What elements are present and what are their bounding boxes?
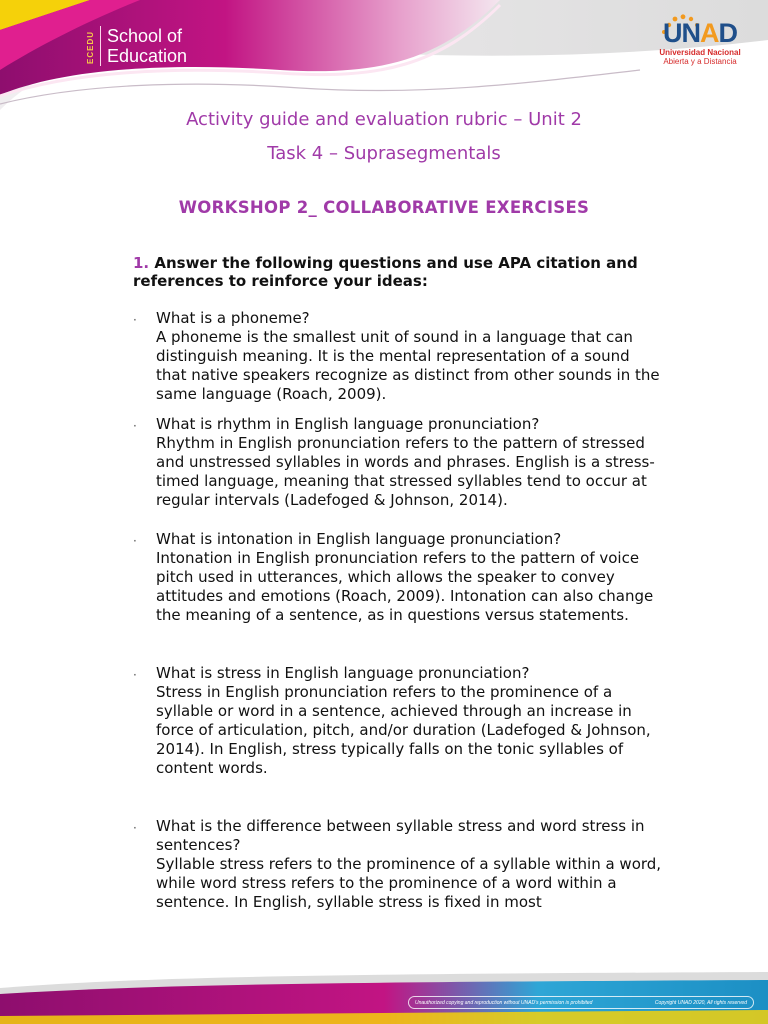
footer-copy-notice: Unauthorized copying and reproduction without UNAD's permission is prohibited	[415, 999, 593, 1006]
logo-divider	[100, 26, 101, 66]
question: What is rhythm in English language pronunciation?	[156, 415, 540, 433]
unad-subtitle-2: Abierta y a Distancia	[663, 57, 737, 66]
unad-subtitle-1: Universidad Nacional	[659, 48, 741, 57]
unad-logo	[655, 18, 745, 66]
question: What is the difference between syllable stress and word stress in sentences?	[156, 817, 645, 854]
bullet: ·	[133, 534, 137, 548]
unad-wordmark: UNAD	[663, 18, 737, 48]
document-title: Activity guide and evaluation rubric – Unit 2	[186, 109, 582, 130]
question: What is intonation in English language pronunciation?	[156, 530, 562, 548]
list-item	[133, 309, 663, 404]
school-name-line2: Education	[107, 46, 188, 66]
bullet: ·	[133, 313, 137, 327]
list-item	[133, 664, 663, 778]
bullet: ·	[133, 821, 137, 835]
footer-copyright: Copyright UNAD 2020, All rights reserved	[654, 999, 747, 1006]
footer-notice	[408, 996, 754, 1009]
answer: Intonation in English pronunciation refers to the pattern of voice pitch used in utterances, which allows the speaker to convey attitudes and emotions (Roach, 2009). Intonation can also change the meaning of a sentence, as in questions versus statements.	[156, 549, 654, 624]
answer: Syllable stress refers to the prominence of a syllable within a word, while word stress refers to the prominence of a word within a sentence. In English, syllable stress is fixed in most	[156, 855, 662, 911]
school-name	[107, 26, 187, 66]
question: What is stress in English language pronunciation?	[156, 664, 530, 682]
school-of-education-logo	[86, 26, 187, 66]
list-item	[133, 415, 663, 510]
answer: A phoneme is the smallest unit of sound in a language that can distinguish meaning. It is the mental representation of a sound that native speakers recognize as distinct from other sounds in the same language (Roach, 2009).	[156, 328, 660, 403]
answer: Rhythm in English pronunciation refers to the pattern of stressed and unstressed syllables in words and phrases. English is a stress-timed language, meaning that stressed syllables tend to occur at regular intervals (Ladefoged & Johnson, 2014).	[156, 434, 655, 509]
question: What is a phoneme?	[156, 309, 310, 327]
bullet: ·	[133, 419, 137, 433]
instruction-number: 1.	[133, 254, 150, 272]
bullet: ·	[133, 668, 137, 682]
list-item	[133, 530, 663, 625]
document-subtitle: Task 4 – Suprasegmentals	[267, 143, 501, 164]
list-item	[133, 817, 663, 912]
answer: Stress in English pronunciation refers to the prominence of a syllable or word in a sentence, achieved through an increase in force of articulation, pitch, and/or duration (Ladefoged & Johnson, 2014). In English, stress typically falls on the tonic syllables of content words.	[156, 683, 651, 777]
instruction-text: Answer the following questions and use APA citation and references to reinforce your ideas:	[133, 254, 638, 290]
instruction	[133, 254, 663, 290]
school-name-line1: School of	[107, 26, 183, 46]
workshop-heading: WORKSHOP 2_ COLLABORATIVE EXERCISES	[178, 198, 590, 217]
ecedu-tag: ECEDU	[86, 30, 95, 64]
